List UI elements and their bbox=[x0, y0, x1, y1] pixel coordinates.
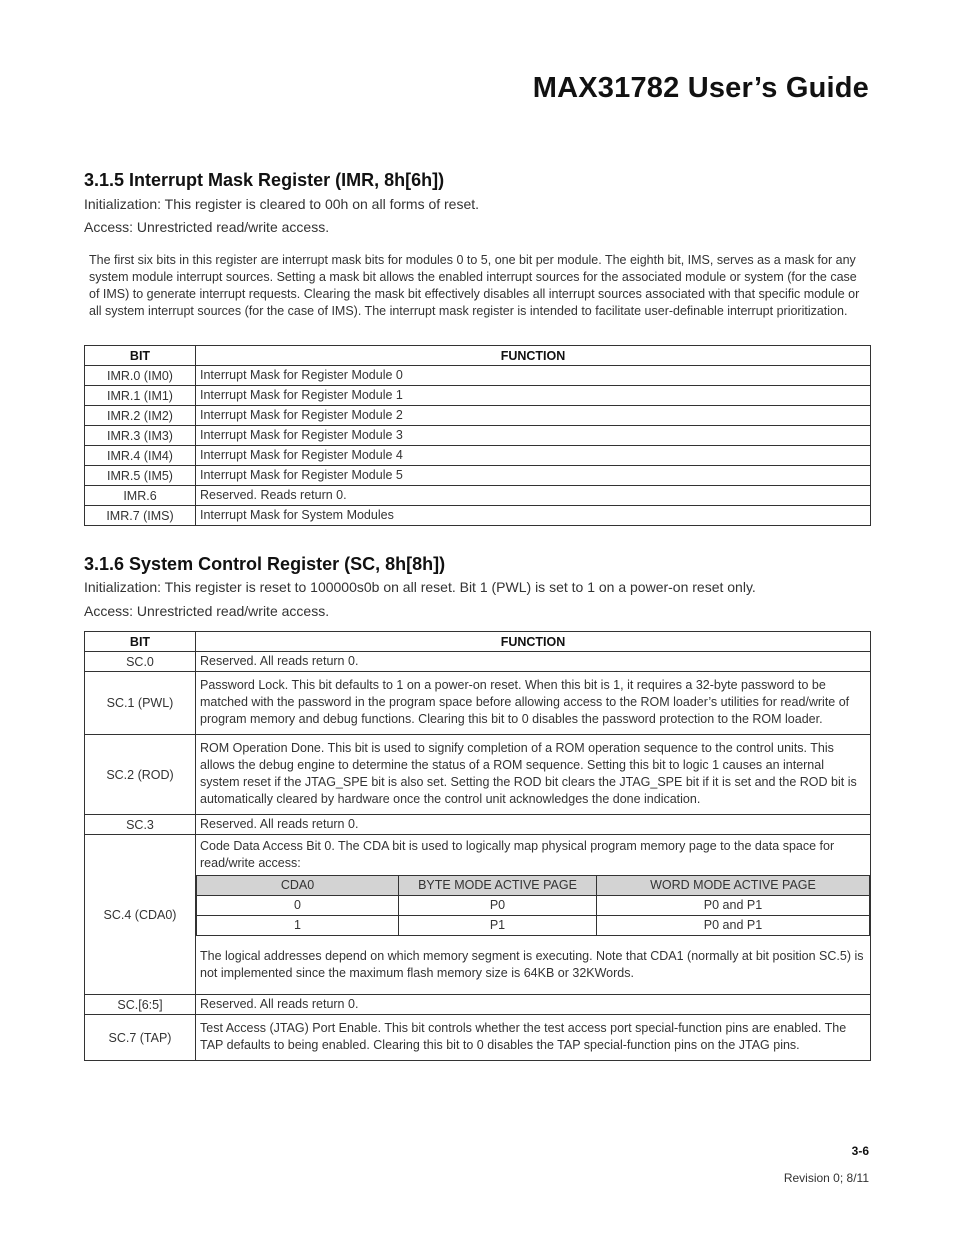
bit-cell: IMR.4 (IM4) bbox=[85, 446, 196, 466]
function-cell: Reserved. All reads return 0. bbox=[196, 815, 871, 835]
table-row bbox=[85, 386, 871, 406]
bit-cell: SC.3 bbox=[85, 815, 196, 835]
bit-cell: SC.2 (ROD) bbox=[85, 735, 196, 815]
function-cell: Reserved. Reads return 0. bbox=[196, 486, 871, 506]
cda-intro: Code Data Access Bit 0. The CDA bit is used to logically map physical program memory page to the data space for read/write access: bbox=[200, 839, 835, 870]
imr-access: Access: Unrestricted read/write access. bbox=[84, 219, 330, 235]
inner-cell: P0 bbox=[399, 896, 597, 916]
table-row bbox=[85, 426, 871, 446]
inner-header-byte-mode: BYTE MODE ACTIVE PAGE bbox=[399, 876, 597, 896]
table-row bbox=[85, 652, 871, 672]
function-cell: Interrupt Mask for Register Module 2 bbox=[196, 406, 871, 426]
function-cell: ROM Operation Done. This bit is used to signify completion of a ROM operation sequence to the control units. This allows the debug engine to determine the status of a ROM sequence. Setting this bit to logic 1 causes an internal system reset if the JTAG_SPE bit is also set. Setting the ROD bit clears the JTAG_SPE bit if it is set and the ROD bit is automatically cleared by hardware once the control unit acknowledges the done indication. bbox=[196, 735, 871, 815]
section-heading-sc: 3.1.6 System Control Register (SC, 8h[8h]) bbox=[84, 554, 446, 574]
function-cell: Reserved. All reads return 0. bbox=[196, 995, 871, 1015]
table-row bbox=[85, 366, 871, 386]
table-row bbox=[85, 466, 871, 486]
function-cell: Interrupt Mask for Register Module 5 bbox=[196, 466, 871, 486]
column-header-bit: BIT bbox=[85, 346, 196, 366]
inner-cell: P0 and P1 bbox=[597, 896, 870, 916]
bit-cell: IMR.6 bbox=[85, 486, 196, 506]
table-row bbox=[85, 835, 871, 995]
sc-initialization: Initialization: This register is reset to 100000s0b on all reset. Bit 1 (PWL) is set to 1 on a power-on reset only. bbox=[84, 579, 756, 595]
page-number: 3-6 bbox=[851, 1144, 869, 1158]
column-header-function: FUNCTION bbox=[196, 346, 871, 366]
table-row bbox=[85, 995, 871, 1015]
bit-cell: IMR.3 (IM3) bbox=[85, 426, 196, 446]
bit-cell: IMR.5 (IM5) bbox=[85, 466, 196, 486]
bit-cell: IMR.0 (IM0) bbox=[85, 366, 196, 386]
function-cell: Interrupt Mask for Register Module 3 bbox=[196, 426, 871, 446]
table-row bbox=[85, 506, 871, 526]
table-row bbox=[85, 735, 871, 815]
imr-table bbox=[84, 345, 871, 526]
function-cell: Interrupt Mask for Register Module 1 bbox=[196, 386, 871, 406]
bit-cell: SC.[6:5] bbox=[85, 995, 196, 1015]
table-row bbox=[85, 486, 871, 506]
bit-cell: SC.7 (TAP) bbox=[85, 1015, 196, 1061]
imr-description: The first six bits in this register are interrupt mask bits for modules 0 to 5, one bit per module. The eighth bit, IMS, serves as a mask for any system module interrupt sources. Setting a mask bit allows the enabled interrupt sources for the associated module or system (for the case of IMS) to generate interrupt requests. Clearing the mask bit effectively disables all interrupt sources associated with that specific module or all system interrupt sources (for the case of IMS). The interrupt mask register is intended to facilitate user-definable interrupt prioritization. bbox=[89, 253, 860, 318]
column-header-function: FUNCTION bbox=[196, 632, 871, 652]
function-cell: Test Access (JTAG) Port Enable. This bit controls whether the test access port special-function pins are enabled. The TAP defaults to being enabled. Clearing this bit to 0 disables the TAP special-function pins on the JTAG pins. bbox=[196, 1015, 871, 1061]
cda-note: The logical addresses depend on which memory segment is executing. Note that CDA1 (normally at bit position SC.5) is not implemented since the maximum flash memory size is 64KB or 32KWords. bbox=[200, 949, 864, 980]
inner-cell: P1 bbox=[399, 916, 597, 936]
sc-table bbox=[84, 631, 871, 1061]
function-cell: Reserved. All reads return 0. bbox=[196, 652, 871, 672]
table-row bbox=[85, 672, 871, 735]
function-cell bbox=[196, 835, 871, 995]
bit-cell: SC.0 bbox=[85, 652, 196, 672]
function-cell: Interrupt Mask for Register Module 4 bbox=[196, 446, 871, 466]
function-cell: Interrupt Mask for System Modules bbox=[196, 506, 871, 526]
inner-cell: P0 and P1 bbox=[597, 916, 870, 936]
table-row bbox=[85, 446, 871, 466]
table-row bbox=[85, 815, 871, 835]
inner-cell: 0 bbox=[197, 896, 399, 916]
function-cell: Interrupt Mask for Register Module 0 bbox=[196, 366, 871, 386]
bit-cell: SC.1 (PWL) bbox=[85, 672, 196, 735]
imr-initialization: Initialization: This register is cleared to 00h on all forms of reset. bbox=[84, 196, 480, 212]
document-title: MAX31782 User’s Guide bbox=[532, 72, 869, 104]
sc-access: Access: Unrestricted read/write access. bbox=[84, 603, 330, 619]
bit-cell: SC.4 (CDA0) bbox=[85, 835, 196, 995]
table-row bbox=[85, 1015, 871, 1061]
revision-note: Revision 0; 8/11 bbox=[783, 1171, 869, 1185]
function-cell: Password Lock. This bit defaults to 1 on a power-on reset. When this bit is 1, it requires a 32-byte password to be matched with the password in the program space before allowing access to the ROM loader’s utilities for read/write of program memory and debug functions. Clearing this bit to 0 disables the password protection to the ROM loader. bbox=[196, 672, 871, 735]
table-row bbox=[85, 406, 871, 426]
bit-cell: IMR.1 (IM1) bbox=[85, 386, 196, 406]
inner-header-cda0: CDA0 bbox=[197, 876, 399, 896]
inner-cell: 1 bbox=[197, 916, 399, 936]
section-heading-imr: 3.1.5 Interrupt Mask Register (IMR, 8h[6h]) bbox=[84, 170, 445, 190]
cda-page-table bbox=[196, 875, 870, 936]
table-row bbox=[197, 916, 870, 936]
inner-header-word-mode: WORD MODE ACTIVE PAGE bbox=[597, 876, 870, 896]
bit-cell: IMR.7 (IMS) bbox=[85, 506, 196, 526]
bit-cell: IMR.2 (IM2) bbox=[85, 406, 196, 426]
table-row bbox=[197, 896, 870, 916]
column-header-bit: BIT bbox=[85, 632, 196, 652]
